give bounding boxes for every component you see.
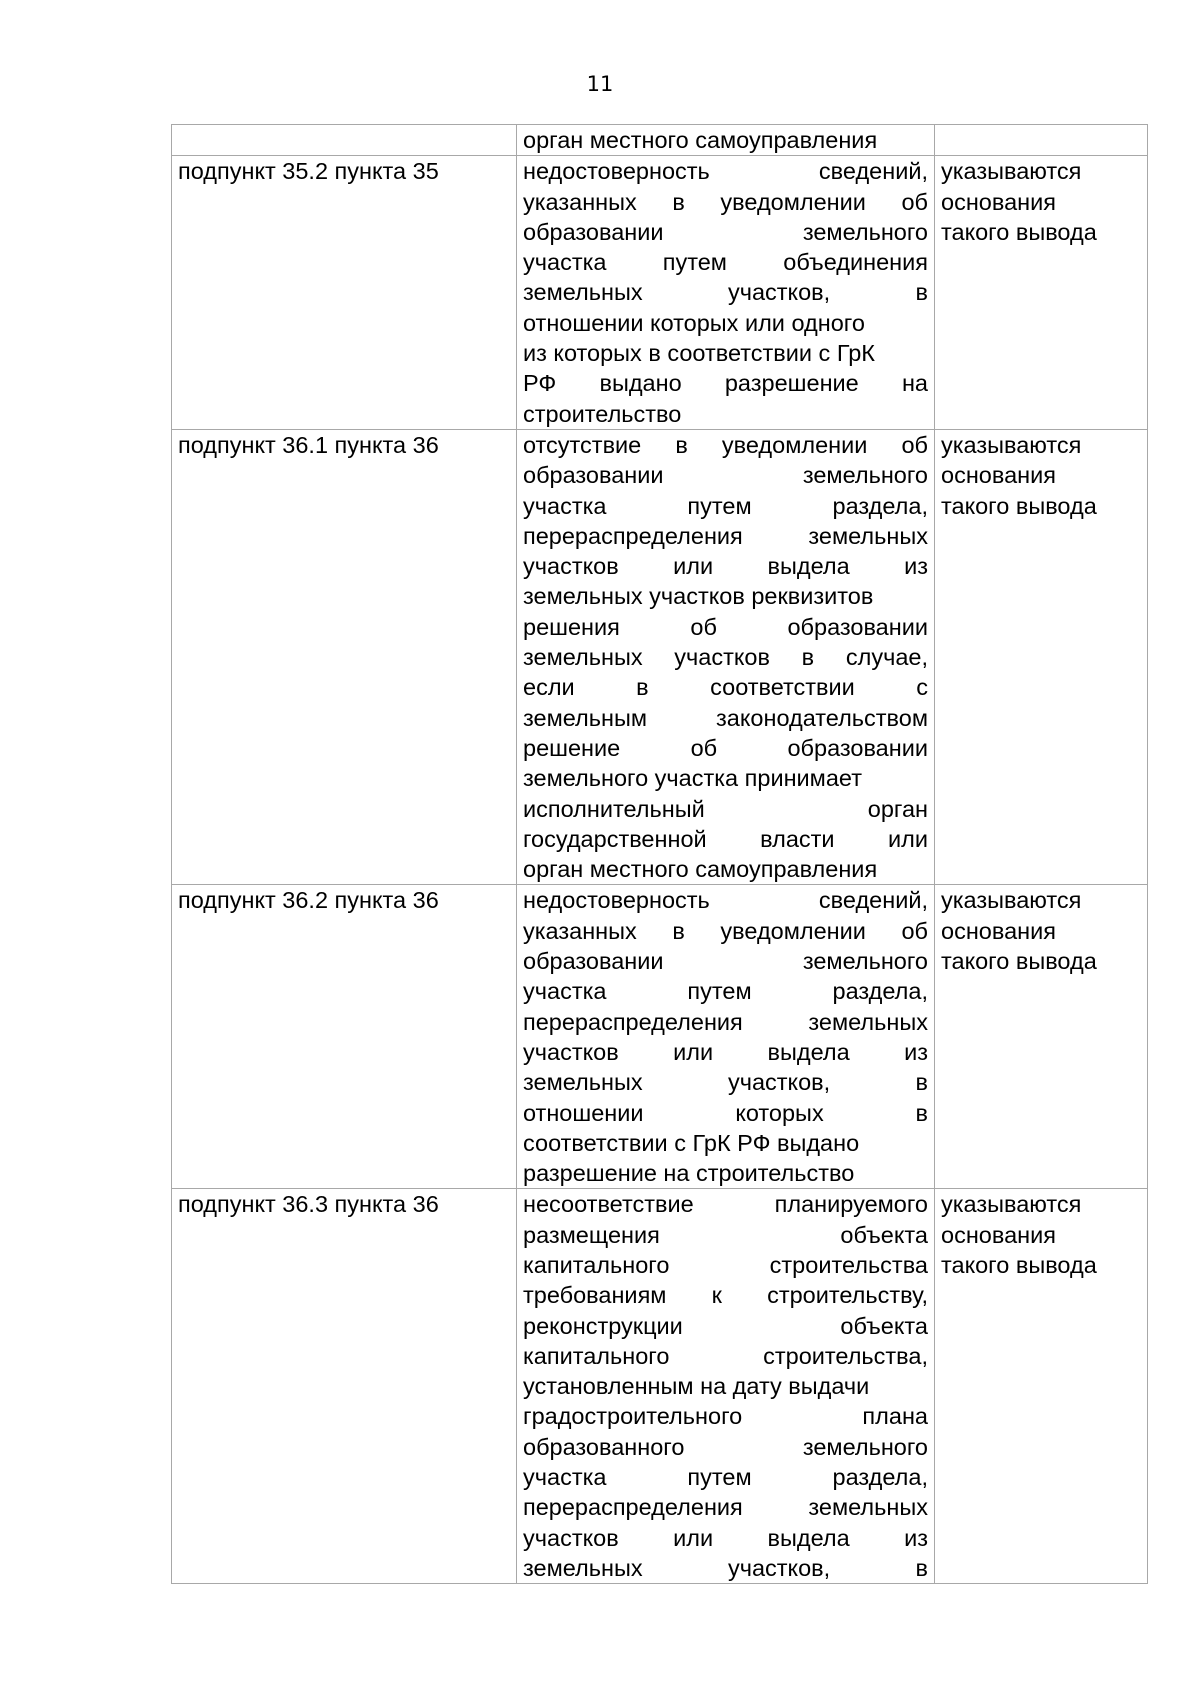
provision-reference-cell bbox=[172, 429, 517, 884]
refusal-ground-line: решения об образовании bbox=[523, 613, 928, 640]
explanation-line: указываются bbox=[941, 431, 1082, 458]
explanation-line: такого вывода bbox=[941, 218, 1097, 245]
refusal-ground-line: реконструкции объекта bbox=[523, 1312, 928, 1339]
page-number: 11 bbox=[586, 72, 614, 96]
refusal-ground-line: капитального строительства, bbox=[523, 1342, 928, 1369]
explanation-cell bbox=[935, 885, 1148, 1189]
provision-reference-cell bbox=[172, 1189, 517, 1584]
provision-reference-cell bbox=[172, 885, 517, 1189]
explanation-line: указываются bbox=[941, 158, 1082, 185]
refusal-ground-line: перераспределения земельных bbox=[523, 522, 928, 549]
provision-reference: подпункт 36.3 пункта 36 bbox=[178, 1191, 439, 1218]
provision-reference-cell bbox=[172, 125, 517, 156]
refusal-ground-line: участка путем раздела, bbox=[523, 492, 928, 519]
refusal-ground-line: разрешение на строительство bbox=[523, 1160, 855, 1187]
refusal-ground-line: образованного земельного bbox=[523, 1433, 928, 1460]
refusal-ground-line: требованиям к строительству, bbox=[523, 1282, 928, 1309]
refusal-ground-line: перераспределения земельных bbox=[523, 1494, 928, 1521]
table-body bbox=[172, 125, 1148, 1584]
refusal-ground-line: участков или выдела из bbox=[523, 1524, 928, 1551]
refusal-ground-line: орган местного самоуправления bbox=[523, 856, 878, 883]
provision-reference-cell bbox=[172, 156, 517, 430]
refusal-ground-line: недостоверность сведений, bbox=[523, 887, 928, 914]
refusal-ground-line: земельных участков в случае, bbox=[523, 644, 928, 671]
refusal-ground-line: участков или выдела из bbox=[523, 553, 928, 580]
provision-reference: подпункт 36.2 пункта 36 bbox=[178, 887, 439, 914]
refusal-ground-line: капитального строительства bbox=[523, 1251, 928, 1278]
refusal-ground-line: размещения объекта bbox=[523, 1221, 928, 1248]
table-row bbox=[172, 125, 1148, 156]
explanation-cell bbox=[935, 156, 1148, 430]
refusal-ground-line: участков или выдела из bbox=[523, 1038, 928, 1065]
refusal-ground-cell bbox=[517, 885, 935, 1189]
refusal-ground-line: земельным законодательством bbox=[523, 704, 928, 731]
explanation-line: такого вывода bbox=[941, 948, 1097, 975]
explanation-cell bbox=[935, 429, 1148, 884]
explanation-line: такого вывода bbox=[941, 1251, 1097, 1278]
refusal-ground-line: соответствии с ГрК РФ выдано bbox=[523, 1129, 860, 1156]
explanation-line: основания bbox=[941, 188, 1056, 215]
explanation-line: основания bbox=[941, 462, 1056, 489]
explanation-line: основания bbox=[941, 1221, 1056, 1248]
refusal-ground-line: отсутствие в уведомлении об bbox=[523, 431, 928, 458]
table-row bbox=[172, 156, 1148, 430]
refusal-ground-line: образовании земельного bbox=[523, 218, 928, 245]
refusal-ground-cell bbox=[517, 125, 935, 156]
refusal-ground-cell bbox=[517, 1189, 935, 1584]
refusal-ground-line: орган местного самоуправления bbox=[523, 127, 878, 153]
explanation-cell bbox=[935, 1189, 1148, 1584]
explanation-line: основания bbox=[941, 917, 1056, 944]
refusal-ground-line: земельных участков, в bbox=[523, 1069, 928, 1096]
refusal-ground-line: земельного участка принимает bbox=[523, 765, 862, 792]
table-row bbox=[172, 1189, 1148, 1584]
refusal-ground-line: государственной власти или bbox=[523, 825, 928, 852]
refusal-ground-line: строительство bbox=[523, 400, 682, 427]
refusal-ground-line: если в соответствии с bbox=[523, 674, 928, 701]
refusal-ground-line: образовании земельного bbox=[523, 462, 928, 489]
refusal-ground-line: перераспределения земельных bbox=[523, 1008, 928, 1035]
refusal-ground-line: градостроительного плана bbox=[523, 1403, 928, 1430]
refusal-ground-line: участка путем объединения bbox=[523, 249, 928, 276]
refusal-ground-line: решение об образовании bbox=[523, 734, 928, 761]
refusal-ground-line: указанных в уведомлении об bbox=[523, 188, 928, 215]
refusal-ground-cell bbox=[517, 429, 935, 884]
refusal-ground-line: отношении которых в bbox=[523, 1099, 928, 1126]
table-row bbox=[172, 429, 1148, 884]
refusal-ground-line: земельных участков, в bbox=[523, 1554, 928, 1581]
refusal-ground-line: несоответствие планируемого bbox=[523, 1191, 928, 1218]
explanation-line: такого вывода bbox=[941, 492, 1097, 519]
refusal-ground-line: исполнительный орган bbox=[523, 795, 928, 822]
refusal-ground-line: указанных в уведомлении об bbox=[523, 917, 928, 944]
provision-reference: подпункт 36.1 пункта 36 bbox=[178, 431, 439, 458]
refusal-ground-cell bbox=[517, 156, 935, 430]
refusal-ground-line: недостоверность сведений, bbox=[523, 158, 928, 185]
explanation-cell bbox=[935, 125, 1148, 156]
explanation-line: указываются bbox=[941, 887, 1082, 914]
refusal-ground-line: земельных участков, в bbox=[523, 279, 928, 306]
explanation-line: указываются bbox=[941, 1191, 1082, 1218]
refusal-ground-line: участка путем раздела, bbox=[523, 978, 928, 1005]
refusal-ground-line: земельных участков реквизитов bbox=[523, 583, 874, 610]
refusal-ground-line: образовании земельного bbox=[523, 948, 928, 975]
grounds-table bbox=[171, 124, 1148, 1584]
refusal-ground-line: отношении которых или одного bbox=[523, 309, 865, 336]
refusal-ground-line: РФ выдано разрешение на bbox=[523, 370, 928, 397]
table-row bbox=[172, 885, 1148, 1189]
refusal-ground-line: участка путем раздела, bbox=[523, 1464, 928, 1491]
provision-reference: подпункт 35.2 пункта 35 bbox=[178, 158, 439, 185]
refusal-ground-line: установленным на дату выдачи bbox=[523, 1373, 870, 1400]
refusal-ground-line: из которых в соответствии с ГрК bbox=[523, 340, 875, 367]
